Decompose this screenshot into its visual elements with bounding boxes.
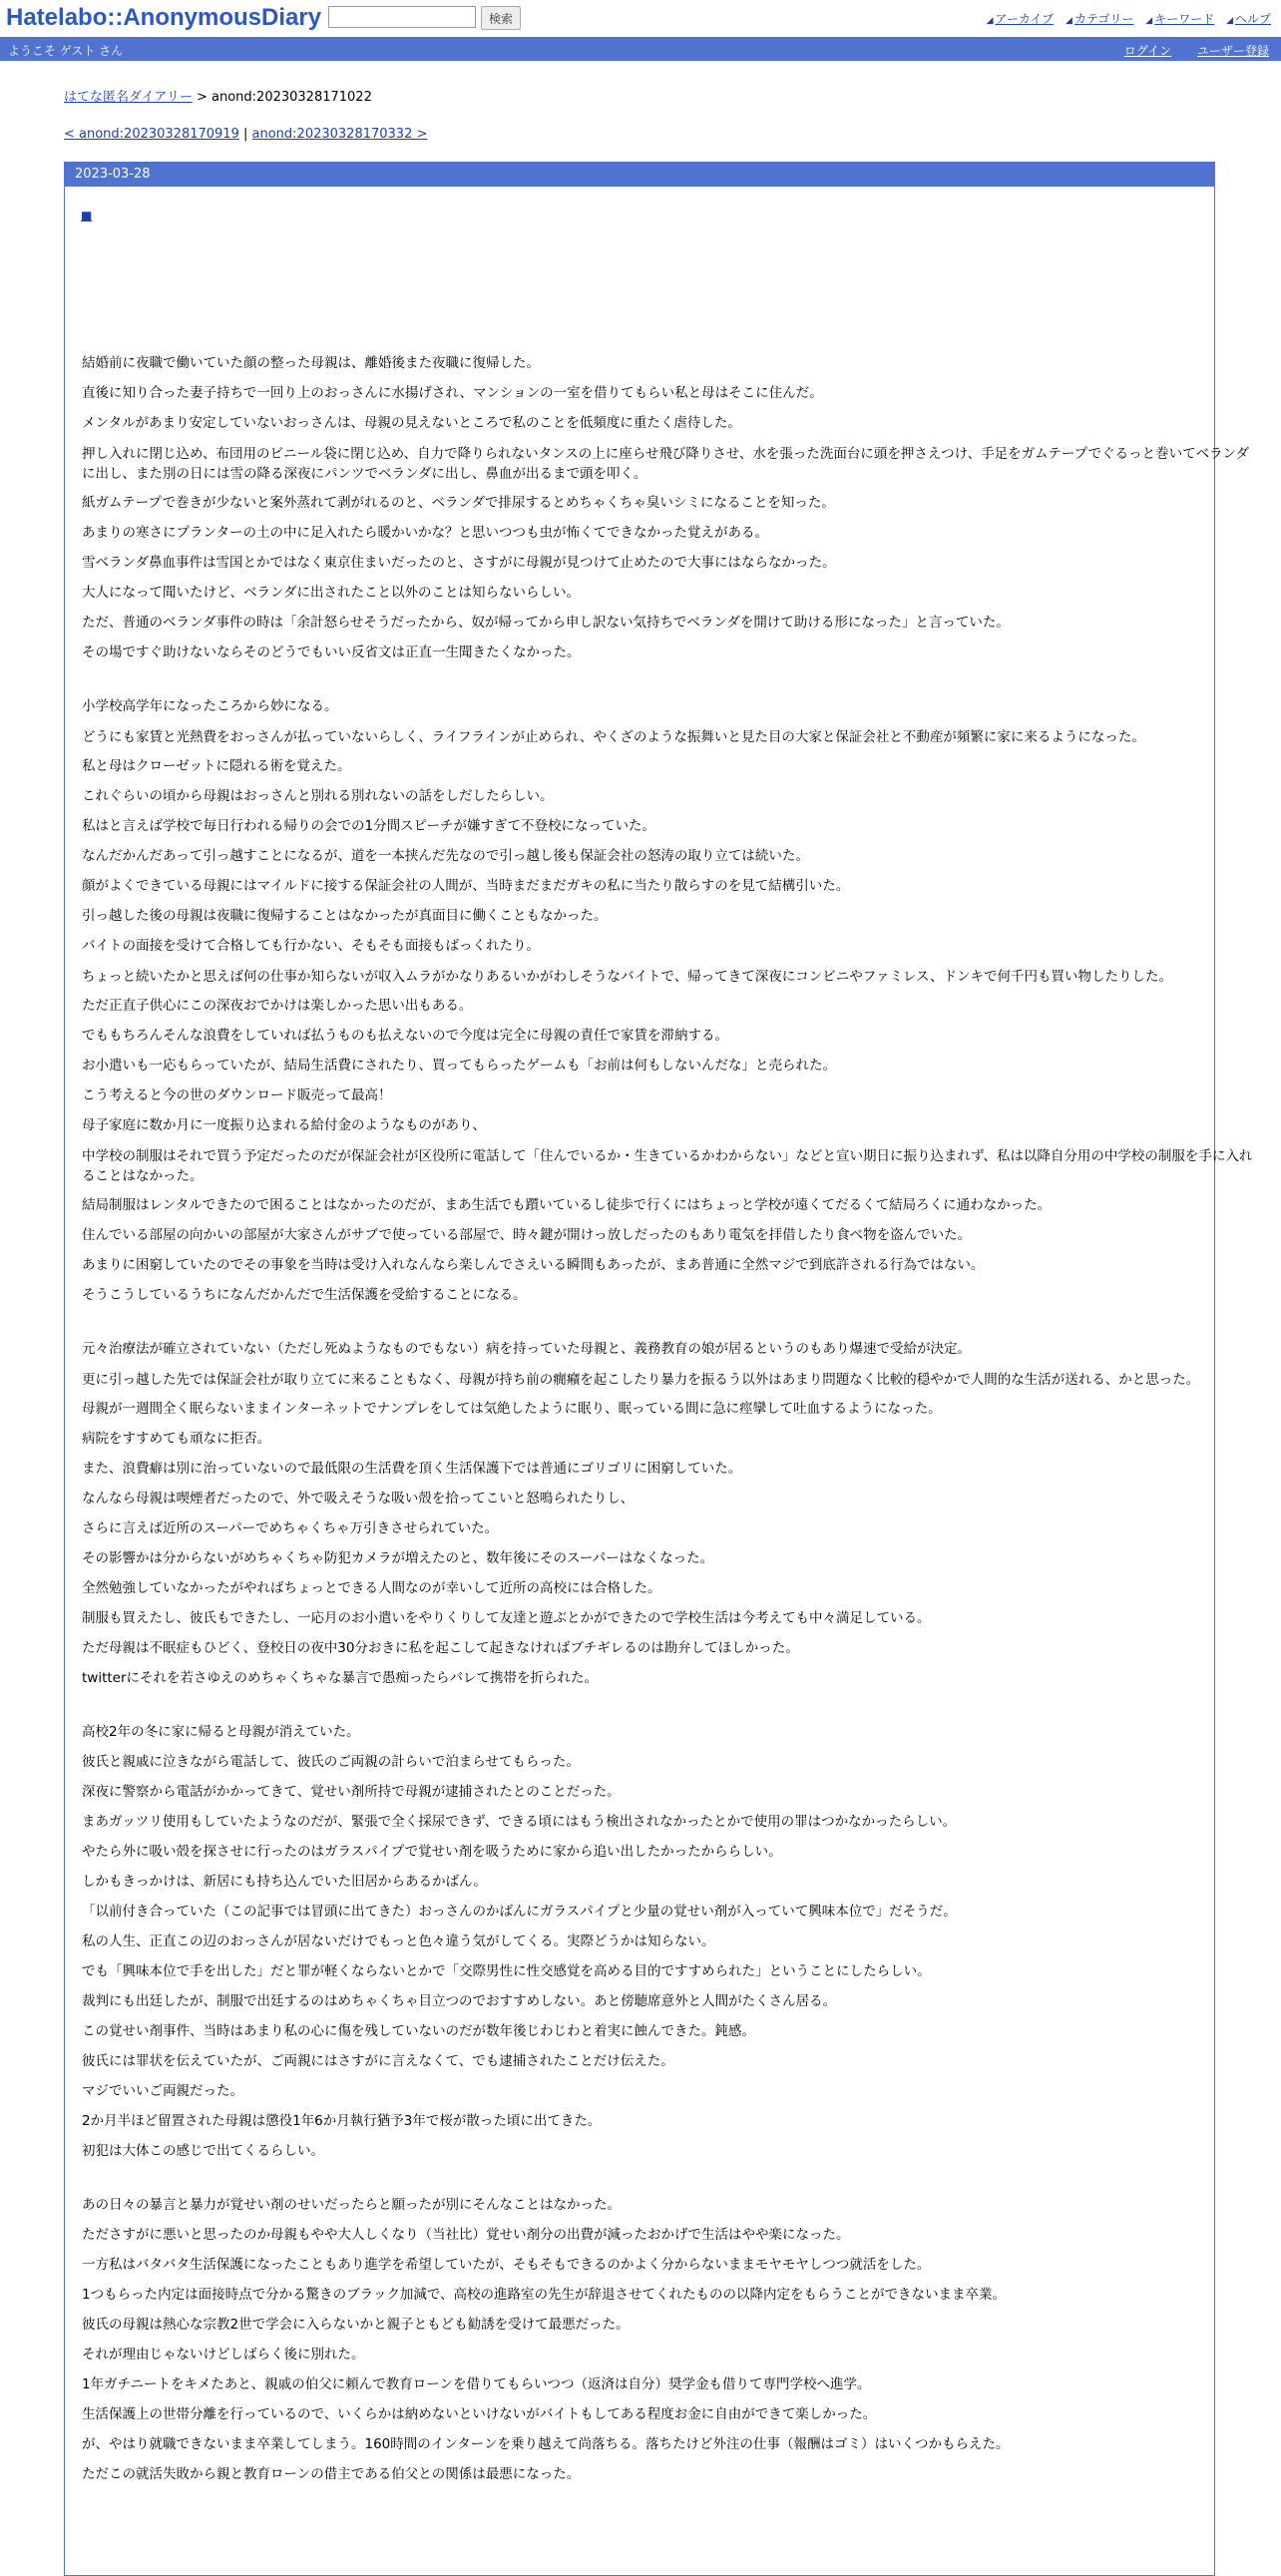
entry-paragraph: なんなら母親は喫煙者だったので、外で吸えそうな吸い殻を拾ってこいと怒鳴られたりし、 [82, 1491, 635, 1506]
entry-paragraph: 病院をすすめても頑なに拒否。 [82, 1431, 271, 1447]
entry-paragraph: 1年ガチニートをキメたあと、親戚の伯父に頼んで教育ローンを借りてもらいつつ（返済は自分）奨学金も借りて専門学校へ進学。 [82, 2376, 871, 2392]
entry-paragraph: 全然勉強していなかったがやればちょっとできる人間なのが幸いして近所の高校には合格した。 [82, 1580, 661, 1596]
entry-paragraph: 彼氏の母親は熱心な宗教2世で学会に入らないかと親子ともども勧誘を受けて最悪だった。 [82, 2317, 630, 2333]
entry-date: 2023-03-28 [65, 163, 1214, 187]
entry-paragraph: 制服も買えたし、彼氏もできたし、一応月のお小遣いをやりくりして友達と遊ぶとかができたので学校生活は今考えても中々満足している。 [82, 1610, 931, 1626]
nav-help-link[interactable]: ◢ ヘルプ [1226, 12, 1271, 26]
entry-paragraph: ただこの就活失敗から親と教育ローンの借主である伯父との関係は最悪になった。 [82, 2466, 581, 2482]
entry-paragraph: 大人になって聞いたけど、ベランダに出されたこと以外のことは知らないらしい。 [82, 585, 580, 601]
entry-paragraph: 押し入れに閉じ込め、布団用のビニール袋に閉じ込め、自力で降りられないタンスの上に座らせ飛び降りさせ、水を張った洗面台に頭を押さえつけ、手足をガムテープでぐるっと巻いてベランダに出し、また別の日には雪の降る深夜にパンツでベランダに出し、鼻血が出るまで頭を叩く。 [82, 446, 1250, 482]
entry-paragraph: twitterにそれを若さゆえのめちゃくちゃな暴言で愚痴ったらバレて携帯を折られた。 [82, 1670, 599, 1686]
entry-paragraph: マジでいいご両親だった。 [82, 2083, 243, 2099]
entry-paragraph: どうにも家賃と光熱費をおっさんが払っていないらしく、ライフラインが止められ、やくざのような振舞いと見た目の大家と保証会社と不動産が頻繁に家に来るようになった。 [82, 729, 1145, 745]
entry-paragraph: ちょっと続いたかと思えば何の仕事か知らないが収入ムラがかなりあるいかがわしそうなバイトで、帰ってきて深夜にコンビニやファミレス、ドンキで何千円も買い物したりした。 [82, 969, 1172, 985]
entry-paragraph: 私はと言えば学校で毎日行われる帰りの会での1分間スピーチが嫌すぎて不登校になっていた。 [82, 818, 656, 834]
entry-paragraph: 紙ガムテープで巻きが少ないと案外蒸れて剥がれるのと、ベランダで排尿するとめちゃくちゃ臭いシミになることを知った。 [82, 495, 835, 511]
entry-paragraph: 引っ越した後の母親は夜職に復帰することはなかったが真面目に働くこともなかった。 [82, 908, 608, 924]
entry-paragraph: たださすがに悪いと思ったのか母親もやや大人しくなり（当社比）覚せい剤分の出費が減ったおかげで生活はやや楽になった。 [82, 2227, 850, 2243]
entry-paragraph: そうこうしているうちになんだかんだで生活保護を受給することになる。 [82, 1287, 527, 1303]
top-bar [0, 0, 1281, 36]
entry-paragraph: 直後に知り合った妻子持ちで一回り上のおっさんに水揚げされ、マンションの一室を借りてもらい私と母はそこに住んだ。 [82, 385, 823, 401]
search-input[interactable] [328, 6, 476, 28]
entry-paragraph: あまりの寒さにプランターの土の中に足入れたら暖かいかな？と思いつつも虫が怖くてできなかった覚えがある。 [82, 525, 768, 541]
site-logo[interactable]: Hatelabo::AnonymousDiary [6, 4, 322, 31]
entry-paragraph: 母親が一週間全く眠らないままインターネットでナンプレをしては気絶したように眠り、眠っている間に急に痙攣して吐血するようになった。 [82, 1401, 942, 1417]
entry-paragraph: ただ、普通のベランダ事件の時は「余計怒らせそうだったから、奴が帰ってから申し訳ない気持ちでベランダを開けて助ける形になった」と言っていた。 [82, 615, 1010, 631]
page-navigation [64, 127, 427, 142]
entry-paragraph: しかもきっかけは、新居にも持ち込んでいた旧居からあるかばん。 [82, 1874, 487, 1890]
register-link[interactable]: ユーザー登録 [1196, 44, 1269, 58]
entry-paragraph: 住んでいる部屋の向かいの部屋が大家さんがサブで使っている部屋で、時々鍵が開けっ放しだったのもあり電気を拝借したり食べ物を盗んでいた。 [82, 1227, 972, 1243]
entry-paragraph: お小遣いも一応もらっていたが、結局生活費にされたり、買ってもらったゲームも「お前は何もしないんだな」と売られた。 [82, 1058, 836, 1073]
entry-paragraph: 1つもらった内定は面接時点で分かる驚きのブラック加減で、高校の進路室の先生が辞退させてくれたものの以降内定をもらうことができないまま卒業。 [82, 2287, 1007, 2303]
login-link[interactable]: ログイン [1123, 44, 1172, 58]
entry-paragraph: その場ですぐ助けないならそのどうでもいい反省文は正直一生聞きたくなかった。 [82, 644, 581, 660]
entry-paragraph: 裁判にも出廷したが、制服で出廷するのはめちゃくちゃ目立つのでおすすめしない。あと傍聴席意外と人間がたくさん居る。 [82, 1993, 837, 2009]
entry-paragraph: あの日々の暴言と暴力が覚せい剤のせいだったらと願ったが別にそんなことはなかった。 [82, 2197, 621, 2213]
entry-paragraph: でも「興味本位で手を出した」だと罪が軽くならないとかで「交際男性に性交感覚を高める目的ですすめられた」ということにしたらしい。 [82, 1963, 931, 1979]
entry-paragraph: それが理由じゃないけどしばらく後に別れた。 [82, 2347, 365, 2362]
entry-paragraph: 母子家庭に数か月に一度振り込まれる給付金のようなものがあり、 [82, 1117, 486, 1133]
entry-paragraph: が、やはり就職できないまま卒業してしまう。160時間のインターンを乗り越えて尚落ちる。落ちたけど外注の仕事（報酬はゴミ）はいくつかもらえた。 [82, 2436, 1010, 2452]
nav-keyword-link[interactable]: ◢ キーワード [1145, 12, 1215, 26]
entry-paragraph: 一方私はバタバタ生活保護になったこともあり進学を希望していたが、そもそもできるのかよく分からないままモヤモヤしつつ就活をした。 [82, 2257, 931, 2273]
entry-paragraph: また、浪費癖は別に治っていないので最低限の生活費を頂く生活保護下では普通にゴリゴリに困窮していた。 [82, 1461, 742, 1477]
entry-paragraph: 小学校高学年になったころから妙になる。 [82, 698, 338, 714]
nav-archive-link[interactable]: ◢ アーカイブ [986, 12, 1055, 26]
triangle-icon: ◢ [986, 16, 994, 26]
entry-paragraph: 更に引っ越した先では保証会社が取り立てに来ることもなく、母親が持ち前の癇癪を起こしたり暴力を振るう以外はあまり問題なく比較的穏やかで人間的な生活が送れる、かと思った。 [82, 1372, 1200, 1388]
paragraph-spacer [82, 667, 1259, 691]
pagenav-separator: | [238, 127, 252, 142]
entry-paragraph: 元々治療法が確立されていない（ただし死ぬようなものでもない）病を持っていた母親と、義務教育の娘が居るというのもあり爆速で受給が決定。 [82, 1341, 971, 1357]
breadcrumb [64, 86, 372, 105]
triangle-icon: ◢ [1226, 16, 1233, 26]
entry-paragraph: 深夜に警察から電話がかかってきて、覚せい剤所持で母親が逮捕されたとのことだった。 [82, 1784, 621, 1800]
entry-paragraph: 雪ベランダ鼻血事件は雪国とかではなく東京住まいだったのと、さすがに母親が見つけて止めたので大事にはならなかった。 [82, 555, 836, 571]
entry-paragraph: 彼氏と親戚に泣きながら電話して、彼氏のご両親の計らいで泊まらせてもらった。 [82, 1754, 580, 1770]
top-nav [979, 10, 1271, 27]
entry-paragraph: まあガッツリ使用もしていたようなのだが、緊張で全く採尿できず、できる頃にはもう検出されなかったとかで使用の罪はつかなかったらしい。 [82, 1814, 957, 1830]
search-button[interactable]: 検索 [481, 6, 521, 30]
prev-entry-link[interactable]: < anond:20230328170919 [64, 127, 239, 142]
entry-paragraph: この覚せい剤事件、当時はあまり私の心に傷を残していないのだが数年後じわじわと着実に蝕んできた。鈍感。 [82, 2023, 755, 2039]
entry-paragraph: その影響かは分からないがめちゃくちゃ防犯カメラが増えたのと、数年後にそのスーパーはなくなった。 [82, 1550, 714, 1566]
triangle-icon: ◢ [1066, 16, 1072, 26]
entry-paragraph: バイトの面接を受けて合格しても行かない、そもそも面接もばっくれたり。 [82, 938, 540, 954]
paragraph-spacer [82, 2166, 1259, 2190]
entry-paragraph: ただ正直子供心にこの深夜おでかけは楽しかった思い出もある。 [82, 998, 473, 1014]
entry-paragraph: 顔がよくできている母親にはマイルドに接する保証会社の人間が、当時まだまだガキの私に当たり散らすのを見て結構引いた。 [82, 878, 850, 894]
welcome-text: ようこそ ゲスト さん [8, 44, 124, 58]
diary-entry [64, 162, 1253, 2576]
entry-paragraph: 「以前付き合っていた（この記事では冒頭に出てきた）おっさんのかばんにガラスパイプと少量の覚せい剤が入っていて興味本位で」だそうだ。 [82, 1904, 957, 1920]
triangle-icon: ◢ [1145, 16, 1153, 26]
entry-paragraph: 私の人生、正直この辺のおっさんが居ないだけでもっと色々違う気がしてくる。実際どうかは知らない。 [82, 1933, 715, 1949]
entry-paragraph: 初犯は大体この感じで出てくるらしい。 [82, 2143, 324, 2159]
entry-paragraph: 結婚前に夜職で働いていた顔の整った母親は、離婚後また夜職に復帰した。 [82, 355, 540, 371]
entry-paragraph: なんだかんだあって引っ越すことになるが、道を一本挟んだ先なので引っ越し後も保証会社の怒涛の取り立ては続いた。 [82, 848, 809, 864]
entry-paragraph: さらに言えば近所のスーパーでめちゃくちゃ万引きさせられていた。 [82, 1520, 499, 1536]
nav-category-link[interactable]: ◢ カテゴリー [1066, 12, 1134, 26]
entry-paragraph: 高校2年の冬に家に帰ると母親が消えていた。 [82, 1724, 360, 1740]
breadcrumb-home-link[interactable]: はてな匿名ダイアリー [64, 90, 193, 105]
welcome-bar [0, 37, 1281, 61]
entry-paragraph: ただ母親は不眠症もひどく、登校日の夜中30分おきに私を起こして起きなければブチギレるのは勘弁してほしかった。 [82, 1640, 799, 1656]
entry-paragraph: やたら外に吸い殻を探させに行ったのはガラスパイプで覚せい剤を吸うために家から追い出したかったかららしい。 [82, 1844, 782, 1860]
entry-paragraph: メンタルがあまり安定していないおっさんは、母親の見えないところで私のことを低頻度に重たく虐待した。 [82, 415, 741, 431]
entry-paragraph: あまりに困窮していたのでその事象を当時は受け入れなんなら楽しんでさえいる瞬間もあったが、まあ普通に全然マジで到底許される行為ではない。 [82, 1257, 985, 1273]
entry-permalink[interactable]: ■ [81, 209, 93, 222]
entry-paragraph: 結局制服はレンタルできたので困ることはなかったのだが、まあ生活でも躓いているし徒歩で行くにはちょっと学校が遠くてだるくて結局ろくに通わなかった。 [82, 1197, 1052, 1213]
entry-paragraph: でももちろんそんな浪費をしていれば払うものも払えないので今度は完全に母親の責任で家賃を滞納する。 [82, 1028, 728, 1044]
entry-body [82, 348, 1259, 2489]
breadcrumb-current: anond:20230328171022 [212, 90, 372, 105]
paragraph-spacer [82, 1310, 1259, 1334]
entry-paragraph: 2か月半ほど留置された母親は懲役1年6か月執行猶予3年で桜が散った頃に出てきた。 [82, 2113, 602, 2129]
breadcrumb-separator: > [192, 90, 213, 105]
entry-paragraph: 中学校の制服はそれで買う予定だったのだが保証会社が区役所に電話して「住んでいるか・生きているかわからない」などと宣い期日に振り込まれず、私は以降自分用の中学校の制服を手に入れることはなかった。 [82, 1148, 1253, 1184]
next-entry-link[interactable]: anond:20230328170332 > [251, 127, 428, 142]
entry-paragraph: 生活保護上の世帯分離を行っているので、いくらかは納めないといけないがバイトもしてある程度お金に自由ができて楽しかった。 [82, 2406, 877, 2422]
entry-paragraph: こう考えると今の世のダウンロード販売って最高！ [82, 1087, 392, 1103]
paragraph-spacer [82, 1693, 1259, 1717]
entry-paragraph: 私と母はクローゼットに隠れる術を覚えた。 [82, 758, 351, 774]
entry-paragraph: これぐらいの頃から母親はおっさんと別れる別れないの話をしだしたらしい。 [82, 788, 554, 804]
entry-paragraph: 彼氏には罪状を伝えていたが、ご両親にはさすがに言えなくて、でも逮捕されたことだけ伝えた。 [82, 2053, 674, 2069]
